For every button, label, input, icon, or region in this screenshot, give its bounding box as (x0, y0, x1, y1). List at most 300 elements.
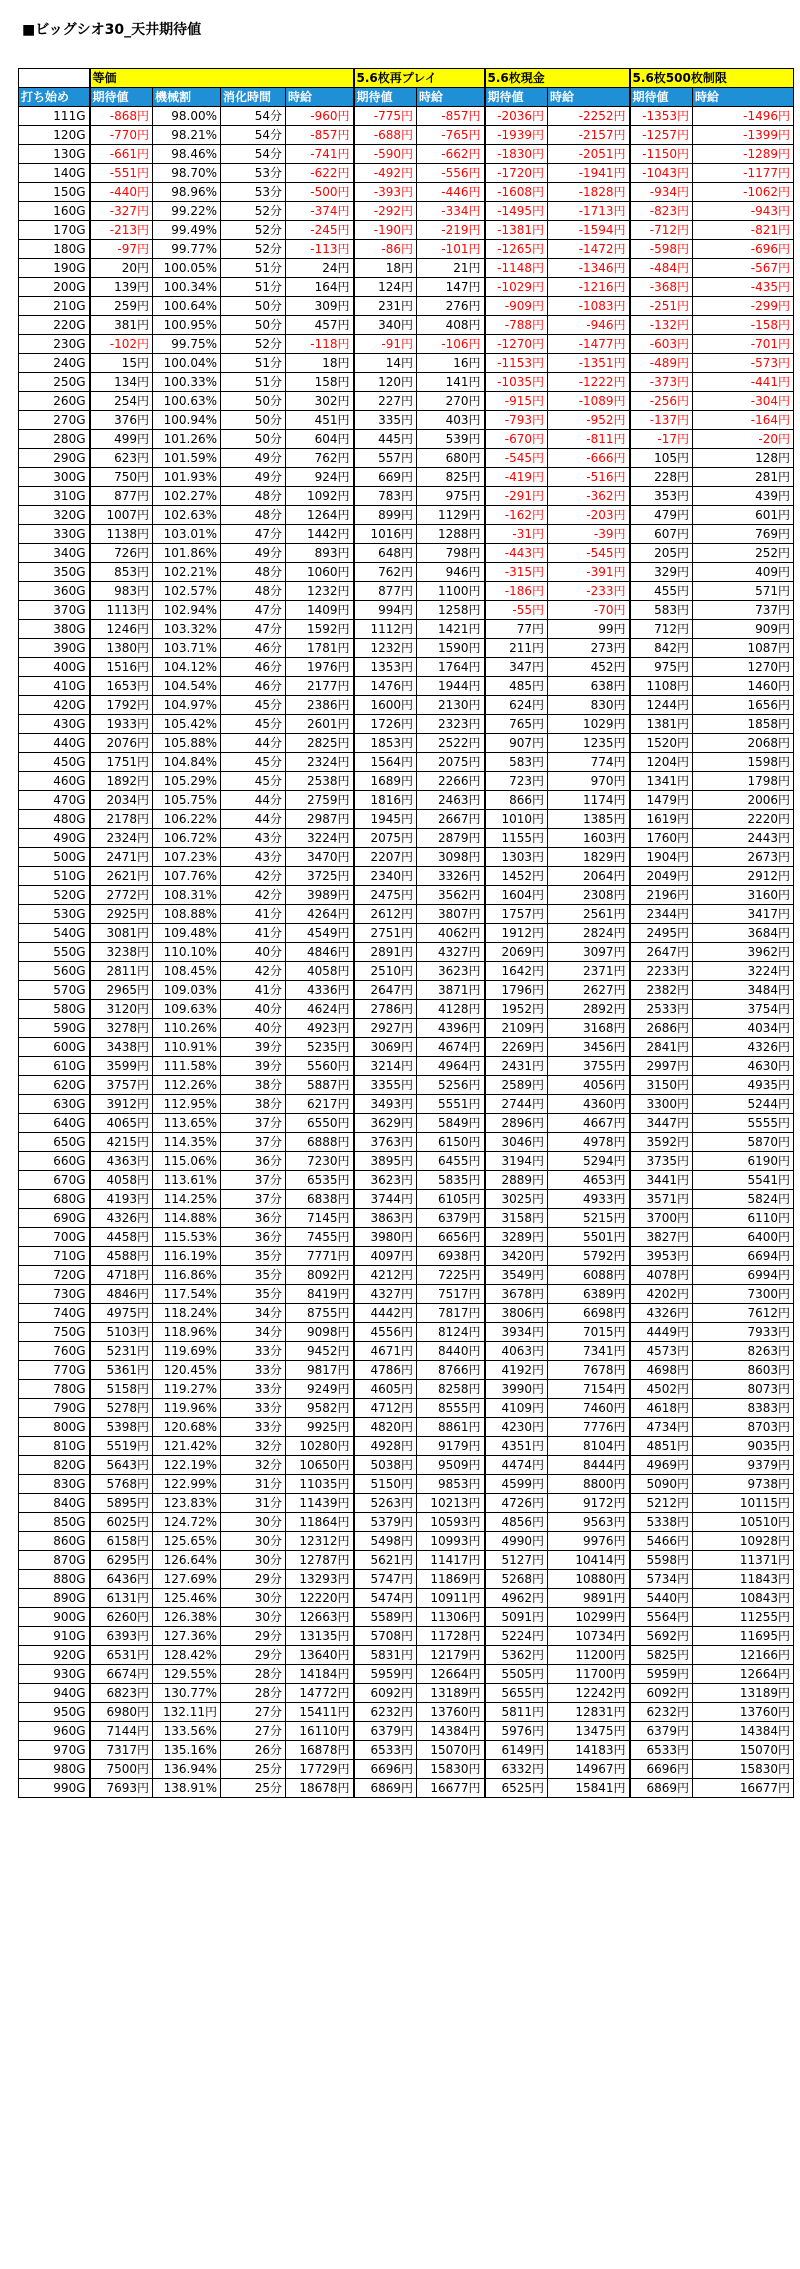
col-hourly-replay-cell: 4964円 (417, 1057, 485, 1076)
table-row (19, 981, 794, 1000)
col-ev-limit-cell: 4618円 (630, 1399, 693, 1418)
col-ev-cell: 1933円 (90, 715, 153, 734)
col-ev-limit-cell: 1381円 (630, 715, 693, 734)
col-hourly-replay-cell: 1764円 (417, 658, 485, 677)
col-start-game-header: 打ち始め (19, 88, 90, 107)
col-ev-replay-cell: 6533円 (354, 1741, 417, 1760)
col-ev-replay-cell: 4928円 (354, 1437, 417, 1456)
col-ev-limit-cell: -484円 (630, 259, 693, 278)
col-hourly-limit-cell: 14384円 (693, 1722, 794, 1741)
col-hourly-cell: 4624円 (286, 1000, 354, 1019)
col-hourly-replay-cell: 798円 (417, 544, 485, 563)
col-ev-cell: 6158円 (90, 1532, 153, 1551)
col-ev-cell: 2925円 (90, 905, 153, 924)
col-time-cell: 46分 (221, 658, 286, 677)
col-ev-limit-cell: 2647円 (630, 943, 693, 962)
col-hourly-replay-cell: 6150円 (417, 1133, 485, 1152)
col-hourly-replay-cell: 15830円 (417, 1760, 485, 1779)
col-hourly-limit-cell: 6994円 (693, 1266, 794, 1285)
table-row (19, 1399, 794, 1418)
col-payout-cell: 100.64% (153, 297, 221, 316)
col-ev-cell: 1246円 (90, 620, 153, 639)
col-ev-replay-cell: 3980円 (354, 1228, 417, 1247)
col-hourly-cell: 10280円 (286, 1437, 354, 1456)
col-ev-replay-cell: 1945円 (354, 810, 417, 829)
col-payout-cell: 123.83% (153, 1494, 221, 1513)
col-hourly-cell: 1442円 (286, 525, 354, 544)
col-start-game-cell: 270G (19, 411, 90, 430)
col-hourly-cell: 12787円 (286, 1551, 354, 1570)
col-ev-cell: -661円 (90, 145, 153, 164)
col-start-game-cell: 111G (19, 107, 90, 126)
col-ev-replay-cell: 4442円 (354, 1304, 417, 1323)
col-start-game-cell: 290G (19, 449, 90, 468)
col-hourly-limit-cell: -1289円 (693, 145, 794, 164)
col-hourly-limit-cell: 4034円 (693, 1019, 794, 1038)
col-ev-limit-cell: 4202円 (630, 1285, 693, 1304)
col-ev-cell: 877円 (90, 487, 153, 506)
col-hourly-replay-cell: 1590円 (417, 639, 485, 658)
col-ev-cell: 6131円 (90, 1589, 153, 1608)
col-hourly-cell: 2987円 (286, 810, 354, 829)
col-ev-cell: 4065円 (90, 1114, 153, 1133)
col-ev-limit-cell: 2495円 (630, 924, 693, 943)
col-ev-cash-cell: 2269円 (485, 1038, 548, 1057)
col-ev-cell: 3278円 (90, 1019, 153, 1038)
col-ev-limit-cell: -1353円 (630, 107, 693, 126)
col-ev-replay-cell: 445円 (354, 430, 417, 449)
col-hourly-limit-cell: 1598円 (693, 753, 794, 772)
col-hourly-replay-cell: 21円 (417, 259, 485, 278)
col-hourly-replay-cell: -662円 (417, 145, 485, 164)
col-ev-cash-cell: 1642円 (485, 962, 548, 981)
col-hourly-limit-cell: 3484円 (693, 981, 794, 1000)
table-row (19, 1418, 794, 1437)
col-time-cell: 44分 (221, 734, 286, 753)
col-payout-cell: 129.55% (153, 1665, 221, 1684)
col-start-game-cell: 850G (19, 1513, 90, 1532)
col-time-cell: 30分 (221, 1551, 286, 1570)
table-row (19, 601, 794, 620)
col-hourly-cell: 14184円 (286, 1665, 354, 1684)
table-row (19, 639, 794, 658)
col-start-game-cell: 840G (19, 1494, 90, 1513)
col-start-game-cell: 350G (19, 563, 90, 582)
col-ev-cash-cell: 1604円 (485, 886, 548, 905)
col-payout-cell: 112.26% (153, 1076, 221, 1095)
col-hourly-replay-cell: -556円 (417, 164, 485, 183)
col-ev-cash-cell: 1010円 (485, 810, 548, 829)
col-hourly-limit-cell: 3684円 (693, 924, 794, 943)
col-hourly-replay-cell: 7225円 (417, 1266, 485, 1285)
col-hourly-replay-header: 時給 (417, 88, 485, 107)
col-hourly-limit-cell: -821円 (693, 221, 794, 240)
col-hourly-limit-cell: 5824円 (693, 1190, 794, 1209)
col-hourly-replay-cell: -219円 (417, 221, 485, 240)
col-ev-cell: 4193円 (90, 1190, 153, 1209)
col-ev-replay-cell: 4605円 (354, 1380, 417, 1399)
table-row (19, 1323, 794, 1342)
col-ev-cell: 2772円 (90, 886, 153, 905)
col-ev-cell: 750円 (90, 468, 153, 487)
col-ev-replay-cell: -393円 (354, 183, 417, 202)
col-ev-limit-cell: 842円 (630, 639, 693, 658)
col-ev-limit-cell: 3953円 (630, 1247, 693, 1266)
col-hourly-cash-cell: 10299円 (548, 1608, 630, 1627)
col-ev-limit-cell: 5959円 (630, 1665, 693, 1684)
col-ev-limit-cell: 1760円 (630, 829, 693, 848)
col-ev-cell: 3238円 (90, 943, 153, 962)
col-ev-cell: 254円 (90, 392, 153, 411)
col-hourly-limit-cell: 128円 (693, 449, 794, 468)
col-hourly-cell: 2601円 (286, 715, 354, 734)
col-hourly-cell: 4058円 (286, 962, 354, 981)
col-ev-cell: 5103円 (90, 1323, 153, 1342)
col-hourly-limit-cell: 3224円 (693, 962, 794, 981)
col-ev-replay-cell: 2751円 (354, 924, 417, 943)
col-ev-limit-cell: 2344円 (630, 905, 693, 924)
col-payout-cell: 109.63% (153, 1000, 221, 1019)
col-hourly-cell: 13293円 (286, 1570, 354, 1589)
col-payout-cell: 122.19% (153, 1456, 221, 1475)
col-hourly-cell: -500円 (286, 183, 354, 202)
col-time-cell: 54分 (221, 107, 286, 126)
col-ev-cell: 1751円 (90, 753, 153, 772)
col-payout-cell: 111.58% (153, 1057, 221, 1076)
table-row (19, 791, 794, 810)
col-ev-cash-cell: 211円 (485, 639, 548, 658)
col-hourly-replay-cell: 8766円 (417, 1361, 485, 1380)
col-hourly-cash-header: 時給 (548, 88, 630, 107)
col-hourly-cash-cell: 8104円 (548, 1437, 630, 1456)
col-time-cell: 50分 (221, 411, 286, 430)
col-ev-limit-cell: 2049円 (630, 867, 693, 886)
col-ev-replay-cell: 2647円 (354, 981, 417, 1000)
col-time-cell: 37分 (221, 1190, 286, 1209)
col-hourly-replay-cell: 5835円 (417, 1171, 485, 1190)
col-start-game-cell: 340G (19, 544, 90, 563)
col-ev-cell: 4846円 (90, 1285, 153, 1304)
col-hourly-replay-cell: 3562円 (417, 886, 485, 905)
col-ev-replay-cell: 6696円 (354, 1760, 417, 1779)
col-hourly-limit-cell: 2673円 (693, 848, 794, 867)
col-hourly-cash-cell: -2252円 (548, 107, 630, 126)
col-time-cell: 49分 (221, 449, 286, 468)
col-ev-limit-cell: 2382円 (630, 981, 693, 1000)
col-start-game-cell: 330G (19, 525, 90, 544)
col-hourly-replay-cell: 4128円 (417, 1000, 485, 1019)
col-ev-replay-cell: 5474円 (354, 1589, 417, 1608)
col-hourly-limit-cell: 12166円 (693, 1646, 794, 1665)
col-ev-cash-cell: 4856円 (485, 1513, 548, 1532)
col-ev-cell: -868円 (90, 107, 153, 126)
col-hourly-cell: 5560円 (286, 1057, 354, 1076)
col-time-cell: 50分 (221, 316, 286, 335)
col-time-cell: 37分 (221, 1114, 286, 1133)
col-ev-cell: 5768円 (90, 1475, 153, 1494)
col-time-cell: 43分 (221, 848, 286, 867)
col-payout-cell: 98.70% (153, 164, 221, 183)
col-payout-cell: 114.88% (153, 1209, 221, 1228)
col-ev-limit-cell: 1244円 (630, 696, 693, 715)
col-start-game-cell: 590G (19, 1019, 90, 1038)
col-ev-cell: 15円 (90, 354, 153, 373)
col-ev-cell: 134円 (90, 373, 153, 392)
col-hourly-replay-cell: 5256円 (417, 1076, 485, 1095)
col-ev-replay-cell: 4212円 (354, 1266, 417, 1285)
table-row (19, 886, 794, 905)
page-title: ■ビッグシオ30_天井期待値 (22, 22, 202, 38)
col-hourly-cash-cell: 7154円 (548, 1380, 630, 1399)
col-hourly-cash-cell: 1174円 (548, 791, 630, 810)
table-row (19, 1152, 794, 1171)
col-ev-cash-cell: 1155円 (485, 829, 548, 848)
col-ev-cash-cell: 2431円 (485, 1057, 548, 1076)
col-ev-cell: 2621円 (90, 867, 153, 886)
col-start-game-cell: 360G (19, 582, 90, 601)
col-ev-limit-cell: -17円 (630, 430, 693, 449)
col-hourly-cash-cell: -1089円 (548, 392, 630, 411)
col-time-cell: 40分 (221, 1019, 286, 1038)
col-start-game-cell: 760G (19, 1342, 90, 1361)
col-ev-replay-cell: 2475円 (354, 886, 417, 905)
table-row (19, 1456, 794, 1475)
col-payout-cell: 103.71% (153, 639, 221, 658)
col-hourly-cell: 4549円 (286, 924, 354, 943)
expected-value-table (18, 68, 794, 1798)
col-ev-limit-cell: 2841円 (630, 1038, 693, 1057)
col-hourly-replay-cell: 2075円 (417, 753, 485, 772)
col-ev-limit-cell: 6092円 (630, 1684, 693, 1703)
col-ev-cell: 2178円 (90, 810, 153, 829)
col-hourly-replay-cell: 6105円 (417, 1190, 485, 1209)
col-time-cell: 41分 (221, 905, 286, 924)
col-hourly-cash-cell: 273円 (548, 639, 630, 658)
col-hourly-cash-cell: -946円 (548, 316, 630, 335)
col-ev-replay-cell: 1564円 (354, 753, 417, 772)
col-hourly-limit-cell: -573円 (693, 354, 794, 373)
table-row (19, 715, 794, 734)
col-hourly-cash-cell: 7678円 (548, 1361, 630, 1380)
table-row (19, 620, 794, 639)
col-time-cell: 37分 (221, 1133, 286, 1152)
col-ev-replay-cell: 4097円 (354, 1247, 417, 1266)
col-hourly-cash-cell: 5501円 (548, 1228, 630, 1247)
table-row (19, 1171, 794, 1190)
col-ev-cash-cell: -1153円 (485, 354, 548, 373)
col-ev-replay-cell: 3629円 (354, 1114, 417, 1133)
col-time-cell: 37分 (221, 1171, 286, 1190)
col-hourly-limit-cell: 1656円 (693, 696, 794, 715)
col-ev-cash-cell: 77円 (485, 620, 548, 639)
col-ev-cash-cell: -315円 (485, 563, 548, 582)
table-row (19, 1304, 794, 1323)
col-hourly-replay-cell: 1100円 (417, 582, 485, 601)
col-payout-cell: 119.96% (153, 1399, 221, 1418)
group-header-replay: 5.6枚再プレイ (354, 69, 485, 88)
col-ev-cash-cell: 1303円 (485, 848, 548, 867)
col-start-game-cell: 470G (19, 791, 90, 810)
table-row (19, 696, 794, 715)
col-hourly-cash-cell: 9563円 (548, 1513, 630, 1532)
col-ev-replay-cell: 5589円 (354, 1608, 417, 1627)
col-ev-cell: 7317円 (90, 1741, 153, 1760)
col-ev-replay-cell: -91円 (354, 335, 417, 354)
col-ev-replay-cell: 2891円 (354, 943, 417, 962)
col-hourly-cash-cell: -811円 (548, 430, 630, 449)
col-payout-cell: 117.54% (153, 1285, 221, 1304)
col-hourly-cell: 7455円 (286, 1228, 354, 1247)
col-ev-replay-cell: -86円 (354, 240, 417, 259)
col-ev-limit-cell: -251円 (630, 297, 693, 316)
col-hourly-replay-cell: 680円 (417, 449, 485, 468)
col-hourly-cash-cell: 638円 (548, 677, 630, 696)
col-hourly-limit-cell: 13189円 (693, 1684, 794, 1703)
table-row (19, 1475, 794, 1494)
table-row (19, 145, 794, 164)
col-hourly-limit-cell: 6694円 (693, 1247, 794, 1266)
col-time-cell: 42分 (221, 886, 286, 905)
col-hourly-cell: -374円 (286, 202, 354, 221)
col-ev-replay-cell: 4327円 (354, 1285, 417, 1304)
col-hourly-cash-cell: 6698円 (548, 1304, 630, 1323)
col-ev-cash-cell: 2896円 (485, 1114, 548, 1133)
col-start-game-cell: 810G (19, 1437, 90, 1456)
col-ev-limit-cell: -712円 (630, 221, 693, 240)
col-payout-cell: 99.77% (153, 240, 221, 259)
col-hourly-limit-cell: 601円 (693, 506, 794, 525)
col-ev-cell: 2811円 (90, 962, 153, 981)
table-row (19, 1494, 794, 1513)
table-row (19, 1779, 794, 1798)
col-time-cell: 41分 (221, 981, 286, 1000)
col-ev-limit-header: 期待値 (630, 88, 693, 107)
col-hourly-limit-cell: 2443円 (693, 829, 794, 848)
col-ev-cash-cell: 2069円 (485, 943, 548, 962)
table-row (19, 1342, 794, 1361)
col-ev-cash-cell: 5224円 (485, 1627, 548, 1646)
col-hourly-cell: 309円 (286, 297, 354, 316)
col-hourly-replay-cell: 141円 (417, 373, 485, 392)
col-start-game-cell: 830G (19, 1475, 90, 1494)
col-ev-limit-cell: 3447円 (630, 1114, 693, 1133)
col-hourly-cash-cell: 1235円 (548, 734, 630, 753)
table-row (19, 905, 794, 924)
col-hourly-replay-cell: 16円 (417, 354, 485, 373)
table-row (19, 1228, 794, 1247)
col-ev-cell: 5158円 (90, 1380, 153, 1399)
col-hourly-replay-cell: 1129円 (417, 506, 485, 525)
col-ev-cash-cell: 1952円 (485, 1000, 548, 1019)
col-hourly-replay-cell: 408円 (417, 316, 485, 335)
col-hourly-cell: -245円 (286, 221, 354, 240)
col-ev-cash-cell: 723円 (485, 772, 548, 791)
col-hourly-cell: 9582円 (286, 1399, 354, 1418)
col-ev-limit-cell: 5825円 (630, 1646, 693, 1665)
col-payout-cell: 102.63% (153, 506, 221, 525)
col-ev-limit-cell: 4698円 (630, 1361, 693, 1380)
col-time-cell: 33分 (221, 1418, 286, 1437)
col-start-game-cell: 440G (19, 734, 90, 753)
col-ev-cell: -102円 (90, 335, 153, 354)
col-hourly-replay-cell: 11417円 (417, 1551, 485, 1570)
col-hourly-replay-cell: 2266円 (417, 772, 485, 791)
col-ev-replay-cell: 5831円 (354, 1646, 417, 1665)
col-ev-cash-cell: 866円 (485, 791, 548, 810)
col-ev-cash-cell: 3046円 (485, 1133, 548, 1152)
col-hourly-limit-cell: 11843円 (693, 1570, 794, 1589)
col-time-cell: 32分 (221, 1437, 286, 1456)
col-hourly-replay-cell: 6938円 (417, 1247, 485, 1266)
col-ev-cash-cell: 5505円 (485, 1665, 548, 1684)
col-hourly-limit-cell: 571円 (693, 582, 794, 601)
col-hourly-limit-cell: -696円 (693, 240, 794, 259)
col-hourly-cash-cell: -70円 (548, 601, 630, 620)
col-ev-replay-cell: 762円 (354, 563, 417, 582)
col-start-game-cell: 890G (19, 1589, 90, 1608)
col-ev-limit-cell: 3441円 (630, 1171, 693, 1190)
col-ev-limit-cell: 2196円 (630, 886, 693, 905)
col-time-cell: 28分 (221, 1684, 286, 1703)
col-hourly-cash-cell: 3755円 (548, 1057, 630, 1076)
col-time-cell: 52分 (221, 335, 286, 354)
col-ev-limit-cell: 205円 (630, 544, 693, 563)
col-ev-replay-cell: 4786円 (354, 1361, 417, 1380)
col-payout-cell: 100.63% (153, 392, 221, 411)
col-ev-replay-cell: 557円 (354, 449, 417, 468)
col-time-cell: 26分 (221, 1741, 286, 1760)
col-ev-cell: 1653円 (90, 677, 153, 696)
col-time-cell: 35分 (221, 1266, 286, 1285)
table-row (19, 221, 794, 240)
col-hourly-cell: 14772円 (286, 1684, 354, 1703)
table-row (19, 943, 794, 962)
col-ev-replay-cell: -688円 (354, 126, 417, 145)
col-hourly-cell: 13135円 (286, 1627, 354, 1646)
table-row (19, 126, 794, 145)
col-time-cell: 25分 (221, 1779, 286, 1798)
col-payout-cell: 133.56% (153, 1722, 221, 1741)
col-start-game-cell: 570G (19, 981, 90, 1000)
col-payout-cell: 106.72% (153, 829, 221, 848)
col-hourly-limit-cell: 15070円 (693, 1741, 794, 1760)
col-ev-replay-cell: 1112円 (354, 620, 417, 639)
col-hourly-cash-cell: -516円 (548, 468, 630, 487)
col-hourly-cash-cell: 14967円 (548, 1760, 630, 1779)
col-start-game-cell: 680G (19, 1190, 90, 1209)
table-row (19, 1361, 794, 1380)
group-header-blank (19, 69, 90, 88)
col-payout-cell: 100.33% (153, 373, 221, 392)
col-hourly-cash-cell: -1477円 (548, 335, 630, 354)
col-time-cell: 48分 (221, 506, 286, 525)
col-time-cell: 27分 (221, 1703, 286, 1722)
col-ev-cell: 1516円 (90, 658, 153, 677)
col-start-game-cell: 480G (19, 810, 90, 829)
col-ev-limit-cell: 5338円 (630, 1513, 693, 1532)
col-start-game-cell: 910G (19, 1627, 90, 1646)
table-row (19, 1437, 794, 1456)
col-payout-cell: 99.49% (153, 221, 221, 240)
col-payout-cell: 114.25% (153, 1190, 221, 1209)
col-hourly-replay-cell: 9853円 (417, 1475, 485, 1494)
col-ev-limit-cell: 975円 (630, 658, 693, 677)
col-ev-cash-cell: -55円 (485, 601, 548, 620)
col-ev-replay-cell: 2786円 (354, 1000, 417, 1019)
col-ev-replay-cell: 3069円 (354, 1038, 417, 1057)
col-ev-limit-cell: -934円 (630, 183, 693, 202)
col-ev-cash-cell: 2109円 (485, 1019, 548, 1038)
